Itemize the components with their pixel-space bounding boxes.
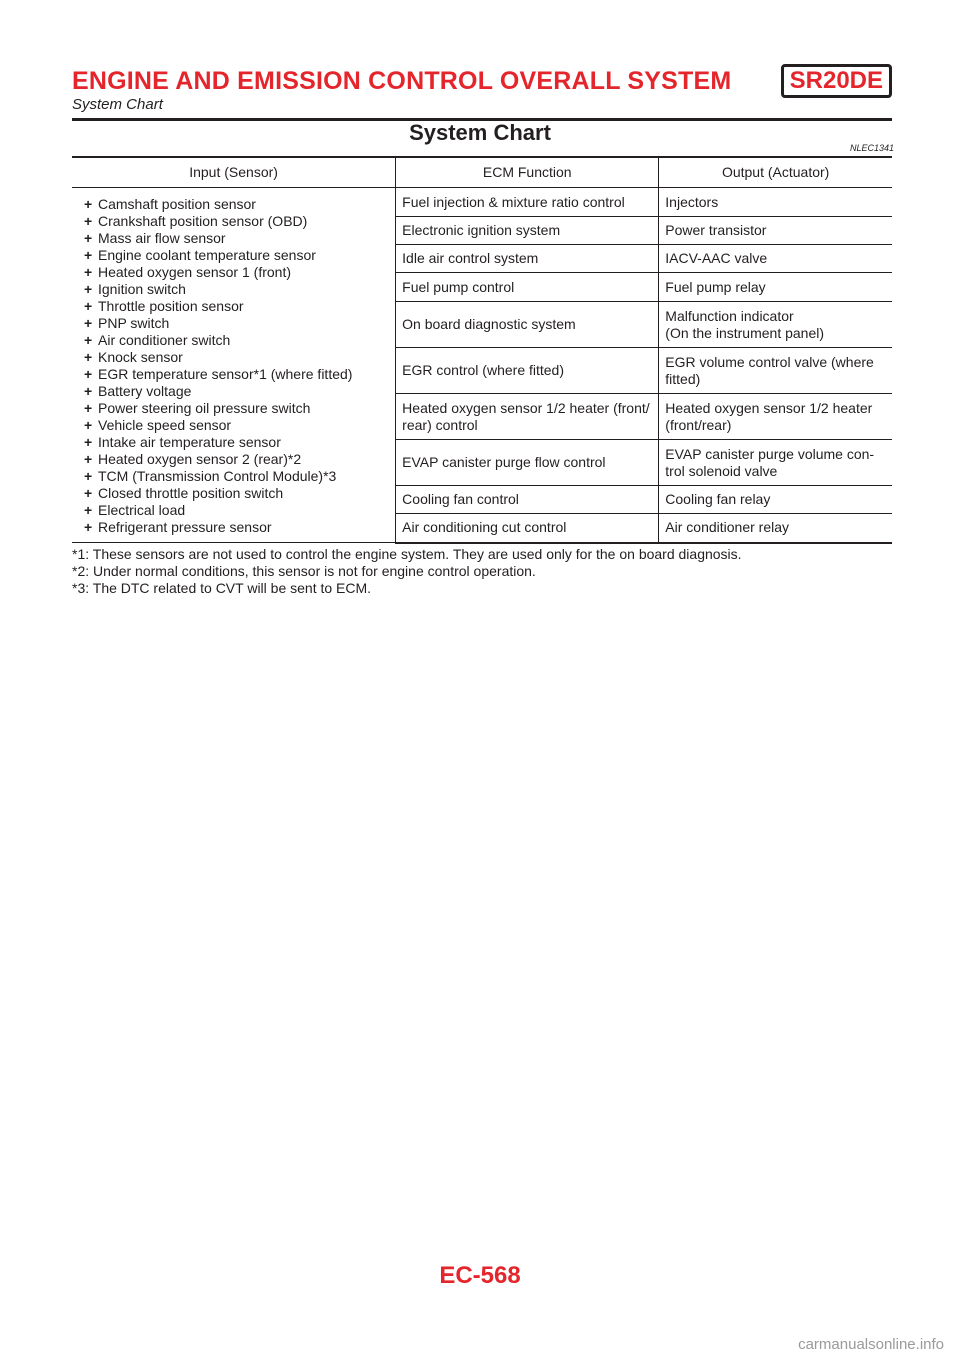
bullet-icon: +: [84, 281, 93, 297]
sensor-item: [84, 366, 389, 383]
watermark: carmanualsonline.info: [798, 1336, 944, 1353]
sensor-item: [84, 485, 389, 502]
table-header-row: [72, 157, 892, 188]
sensor-item: [84, 332, 389, 349]
bullet-icon: +: [84, 315, 93, 331]
engine-code-badge: SR20DE: [781, 64, 892, 98]
sensor-label: Electrical load: [98, 502, 186, 518]
ecm-function-cell: Heated oxygen sensor 1/2 heater (front/ rear) control: [396, 394, 659, 440]
bullet-icon: +: [84, 366, 93, 382]
sensor-label: Mass air flow sensor: [98, 230, 226, 246]
actuator-cell: Injectors: [659, 188, 892, 217]
actuator-cell: Fuel pump relay: [659, 273, 892, 302]
sensor-label: PNP switch: [98, 315, 170, 331]
bullet-icon: +: [84, 468, 93, 484]
footnotes: [72, 546, 892, 597]
bullet-icon: +: [84, 485, 93, 501]
sensor-item: [84, 451, 389, 468]
sensor-item: [84, 400, 389, 417]
sensor-item: [84, 298, 389, 315]
ecm-function-cell: Cooling fan control: [396, 486, 659, 514]
bullet-icon: +: [84, 196, 93, 212]
sensor-item: [84, 519, 389, 536]
sensor-label: Engine coolant temperature sensor: [98, 247, 316, 263]
bullet-icon: +: [84, 213, 93, 229]
actuator-cell: IACV-AAC valve: [659, 245, 892, 273]
ecm-function-cell: On board diagnostic system: [396, 302, 659, 348]
sensor-label: Ignition switch: [98, 281, 186, 297]
actuator-cell: Power transistor: [659, 217, 892, 245]
ecm-function-cell: Air conditioning cut control: [396, 514, 659, 543]
sensor-label: Intake air temperature sensor: [98, 434, 281, 450]
ecm-function-cell: EVAP canister purge flow control: [396, 440, 659, 486]
bullet-icon: +: [84, 247, 93, 263]
bullet-icon: +: [84, 332, 93, 348]
bullet-icon: +: [84, 434, 93, 450]
sensor-item: [84, 417, 389, 434]
sensor-item: [84, 196, 389, 213]
page-number: EC-568: [439, 1262, 521, 1289]
sensor-label: Camshaft position sensor: [98, 196, 256, 212]
header-title: ENGINE AND EMISSION CONTROL OVERALL SYSTEM: [72, 67, 732, 95]
sensor-label: TCM (Transmission Control Module)*3: [98, 468, 337, 484]
ecm-function-cell: Idle air control system: [396, 245, 659, 273]
ecm-function-cell: Electronic ignition system: [396, 217, 659, 245]
sensor-label: Throttle position sensor: [98, 298, 244, 314]
sensor-item: [84, 502, 389, 519]
bullet-icon: +: [84, 400, 93, 416]
actuator-cell: Air conditioner relay: [659, 514, 892, 543]
actuator-cell: Malfunction indicator (On the instrument panel): [659, 302, 892, 348]
bullet-icon: +: [84, 230, 93, 246]
sensor-label: Power steering oil pressure switch: [98, 400, 311, 416]
ecm-function-cell: Fuel injection & mixture ratio control: [396, 188, 659, 217]
ecm-function-cell: Fuel pump control: [396, 273, 659, 302]
footnote: *2: Under normal conditions, this sensor is not for engine control operation.: [72, 563, 536, 579]
actuator-cell: EVAP canister purge volume con- trol solenoid valve: [659, 440, 892, 486]
section-code: NLEC1341: [850, 143, 895, 153]
bullet-icon: +: [84, 417, 93, 433]
bullet-icon: +: [84, 383, 93, 399]
sensor-item: [84, 468, 389, 485]
sensor-label: Heated oxygen sensor 1 (front): [98, 264, 291, 280]
sensor-item: [84, 281, 389, 298]
sensor-label: Heated oxygen sensor 2 (rear)*2: [98, 451, 302, 467]
sensor-label: Air conditioner switch: [98, 332, 231, 348]
bullet-icon: +: [84, 298, 93, 314]
sensor-item: [84, 213, 389, 230]
header-subtitle: System Chart: [72, 96, 163, 113]
bullet-icon: +: [84, 349, 93, 365]
bullet-icon: +: [84, 451, 93, 467]
sensor-item: [84, 383, 389, 400]
input-sensor-list: [72, 188, 396, 543]
sensor-label: Refrigerant pressure sensor: [98, 519, 272, 535]
sensor-label: Closed throttle position switch: [98, 485, 284, 501]
sensor-item: [84, 434, 389, 451]
actuator-cell: EGR volume control valve (where fitted): [659, 348, 892, 394]
column-header-output: Output (Actuator): [659, 157, 892, 188]
sensor-item: [84, 247, 389, 264]
sensor-item: [84, 349, 389, 366]
footnote: *3: The DTC related to CVT will be sent to ECM.: [72, 580, 372, 596]
column-header-function: ECM Function: [396, 157, 659, 188]
sensor-item: [84, 264, 389, 281]
sensor-label: Crankshaft position sensor (OBD): [98, 213, 308, 229]
bullet-icon: +: [84, 519, 93, 535]
sensor-label: Vehicle speed sensor: [98, 417, 232, 433]
sensor-item: [84, 230, 389, 247]
system-chart-table: [72, 156, 892, 544]
section-title: System Chart: [409, 120, 551, 145]
sensor-item: [84, 315, 389, 332]
footnote: *1: These sensors are not used to control the engine system. They are used only for the on board diagnosis.: [72, 546, 742, 562]
table-row: [72, 188, 892, 217]
bullet-icon: +: [84, 502, 93, 518]
actuator-cell: Heated oxygen sensor 1/2 heater (front/rear): [659, 394, 892, 440]
actuator-cell: Cooling fan relay: [659, 486, 892, 514]
sensor-label: Battery voltage: [98, 383, 192, 399]
ecm-function-cell: EGR control (where fitted): [396, 348, 659, 394]
column-header-input: Input (Sensor): [72, 157, 396, 188]
sensor-label: Knock sensor: [98, 349, 183, 365]
bullet-icon: +: [84, 264, 93, 280]
sensor-label: EGR temperature sensor*1 (where fitted): [98, 366, 353, 382]
